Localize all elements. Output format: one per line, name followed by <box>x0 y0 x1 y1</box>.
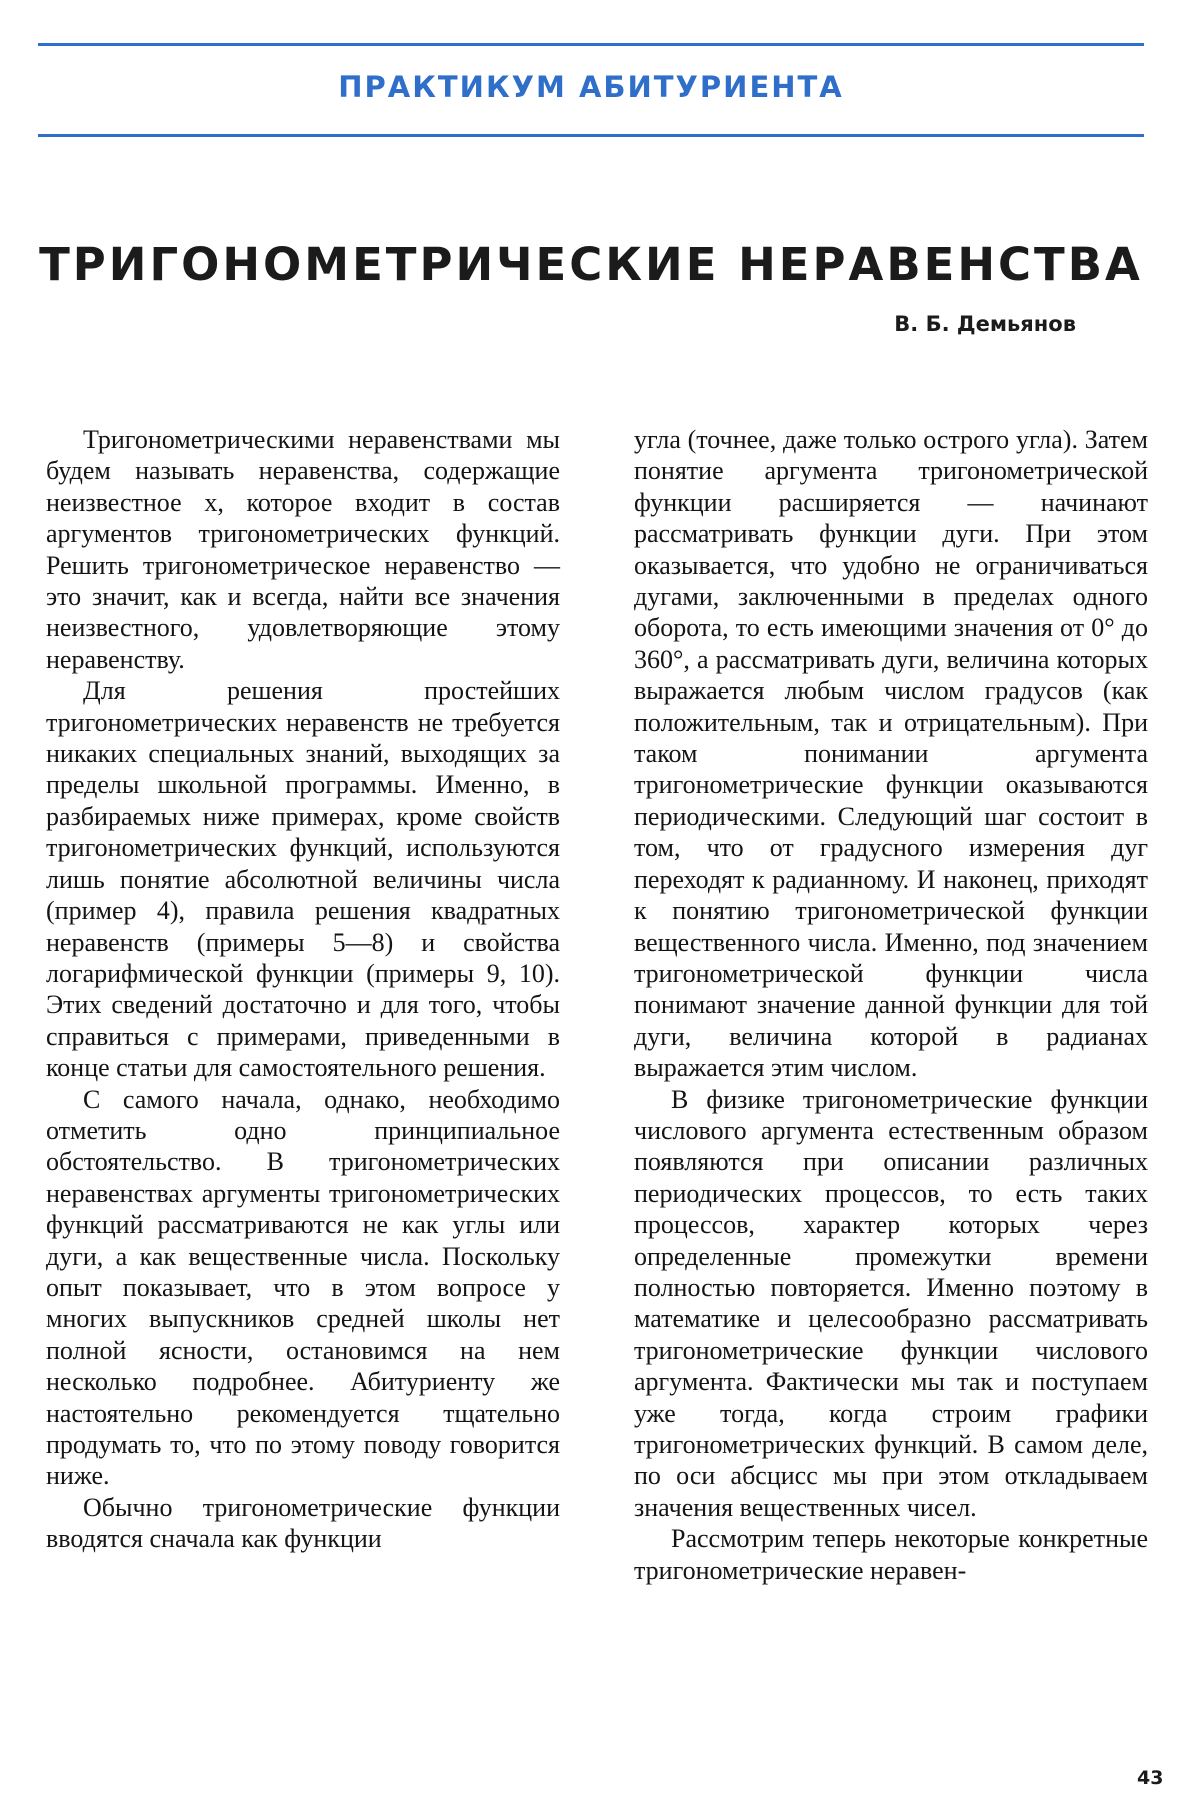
paragraph: Тригонометрическими неравенствами мы будем называть неравенства, содержащие неизвестное x, которое входит в состав аргументов тригонометрических функций. Решить тригонометрическое неравенство — это значит, как и всегда, найти все значения неизвестного, удовлетворяющие этому неравенству. <box>46 425 560 674</box>
article-author: В. Б. Демьянов <box>894 312 1076 336</box>
text-column-right <box>634 424 1148 1586</box>
paragraph: Обычно тригонометрические функции вводятся сначала как функции <box>46 1492 560 1554</box>
paragraph: Для решения простейших тригонометрических неравенств не требуется никаких специальных знаний, выходящих за пределы школьной программы. Именно, в разбираемых ниже примерах, кроме свойств тригонометрических функций, используются лишь понятие абсолютной величины числа (пример 4), правила решения квадратных неравенств (примеры 5—8) и свойства логарифмической функции (примеры 9, 10). Этих сведений достаточно и для того, чтобы справиться с примерами, приведенными в конце статьи для самостоятельного решения. <box>46 676 560 1083</box>
section-title: ПРАКТИКУМ АБИТУРИЕНТА <box>338 70 844 104</box>
paragraph: С самого начала, однако, необходимо отметить одно принципиальное обстоятельство. В тригонометрических неравенствах аргументы тригонометрических функций рассматриваются не как углы или дуги, а как вещественные числа. Поскольку опыт показывает, что в этом вопросе у многих выпускников средней школы нет полной ясности, остановимся на нем несколько подробнее. Абитуриенту же настоятельно рекомендуется тщательно продумать то, что по этому поводу говорится ниже. <box>46 1084 560 1491</box>
paragraph: Рассмотрим теперь некоторые конкретные тригонометрические неравен- <box>634 1524 1148 1585</box>
page-number: 43 <box>1137 1767 1164 1789</box>
paragraph: угла (точнее, даже только острого угла). Затем понятие аргумента тригонометрической функции расширяется — начинают рассматривать функции дуги. При этом оказывается, что удобно не ограничиваться дугами, заключенными в пределах одного оборота, то есть имеющими значения от 0° до 360°, а рассматривать дуги, величина которых выражается любым числом градусов (как положительным, так и отрицательным). При таком понимании аргумента тригонометрические функции оказываются периодическими. Следующий шаг состоит в том, что от градусного измерения дуг переходят к радианному. И наконец, приходят к понятию тригонометрической функции вещественного числа. Именно, под значением тригонометрической функции числа понимают значение данной функции для той дуги, величина которой в радианах выражается этим числом. <box>634 425 1148 1083</box>
header-bottom-rule <box>38 134 1144 137</box>
paragraph: В физике тригонометрические функции числового аргумента естественным образом появляются при описании различных периодических процессов, то есть таких процессов, характер которых через определенные промежутки времени полностью повторяется. Именно поэтому в математике и целесообразно рассматривать тригонометрические функции числового аргумента. Фактически мы так и поступаем уже тогда, когда строим графики тригонометрических функций. В самом деле, по оси абсцисс мы при этом откладываем значения вещественных чисел. <box>634 1084 1148 1522</box>
header-top-rule <box>38 43 1144 46</box>
text-column-left <box>46 424 560 1555</box>
article-title: ТРИГОНОМЕТРИЧЕСКИЕ НЕРАВЕНСТВА <box>39 238 1143 291</box>
